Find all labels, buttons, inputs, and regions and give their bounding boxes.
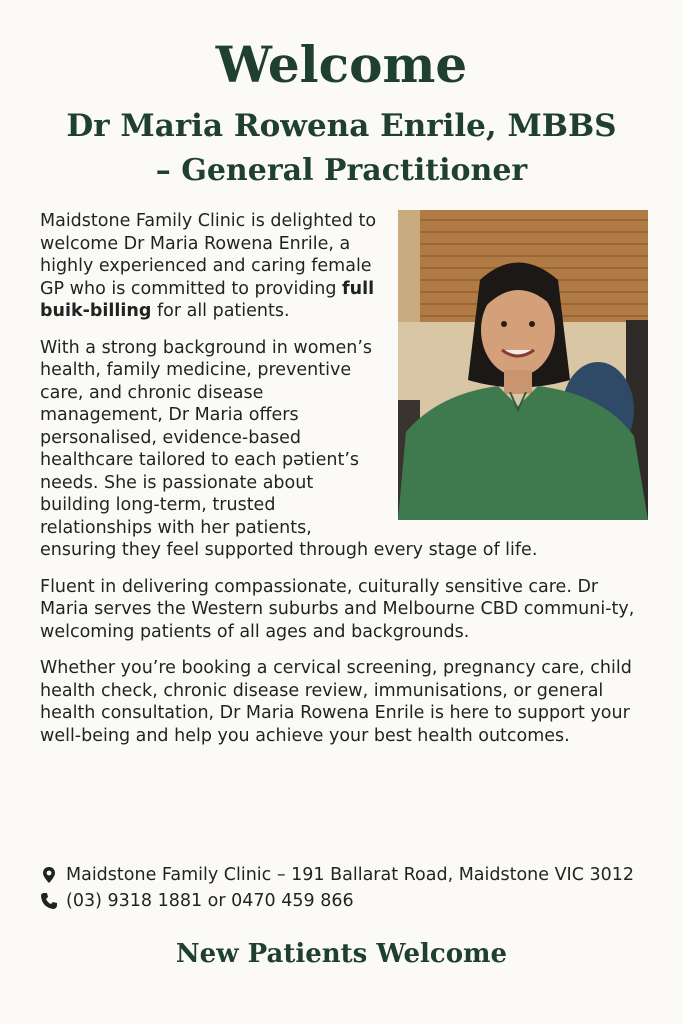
- page-title: Welcome: [215, 35, 468, 94]
- doctor-photo: [398, 210, 648, 520]
- intro-text-start: Maidstone Family Clinic is delighted to welcome Dr Maria Rowena Enrile, a highly experienced and caring female GP who is committed to providing: [40, 211, 377, 299]
- services-paragraph: Whether you’re booking a cervical screening, pregnancy care, child health check, chronic disease review, immunisations, or general health consultation, Dr Maria Rowena Enrile is here to support your well-being and help you achieve your best health outcomes.: [40, 658, 632, 746]
- article-body: [40, 210, 648, 761]
- role-subtitle: – General Practitioner: [155, 153, 528, 188]
- address-row: [40, 862, 660, 888]
- phone-icon: [40, 892, 58, 910]
- community-paragraph: Fluent in delivering compassionate, cuiturally sensitive care. Dr Maria serves the Western suburbs and Melbourne CBD communi-ty, welcoming patients of all ages and backgrounds.: [40, 576, 635, 642]
- new-patients-tagline: New Patients Welcome: [175, 939, 508, 969]
- contact-info: [40, 862, 660, 914]
- background-paragraph: With a strong background in women’s health, family medicine, preventive care, and chronic disease management, Dr Maria offers personalised, evidence-based healthcare tailored to each pətient’s needs. She is passionate about building long-term, trusted relationships with her patients, ensuring they feel supported through every stage of life.: [40, 337, 538, 560]
- clinic-phone[interactable]: (03) 9318 1881 or 0470 459 866: [66, 891, 354, 911]
- bulk-billing-highlight: full buik-billing: [40, 278, 375, 321]
- intro-text-end: for all patients.: [151, 301, 290, 321]
- location-pin-icon: [40, 866, 58, 884]
- phone-row: [40, 888, 660, 914]
- clinic-address: Maidstone Family Clinic – 191 Ballarat Road, Maidstone VIC 3012: [66, 865, 635, 885]
- doctor-name-heading: Dr Maria Rowena Enrile, MBBS: [66, 108, 617, 144]
